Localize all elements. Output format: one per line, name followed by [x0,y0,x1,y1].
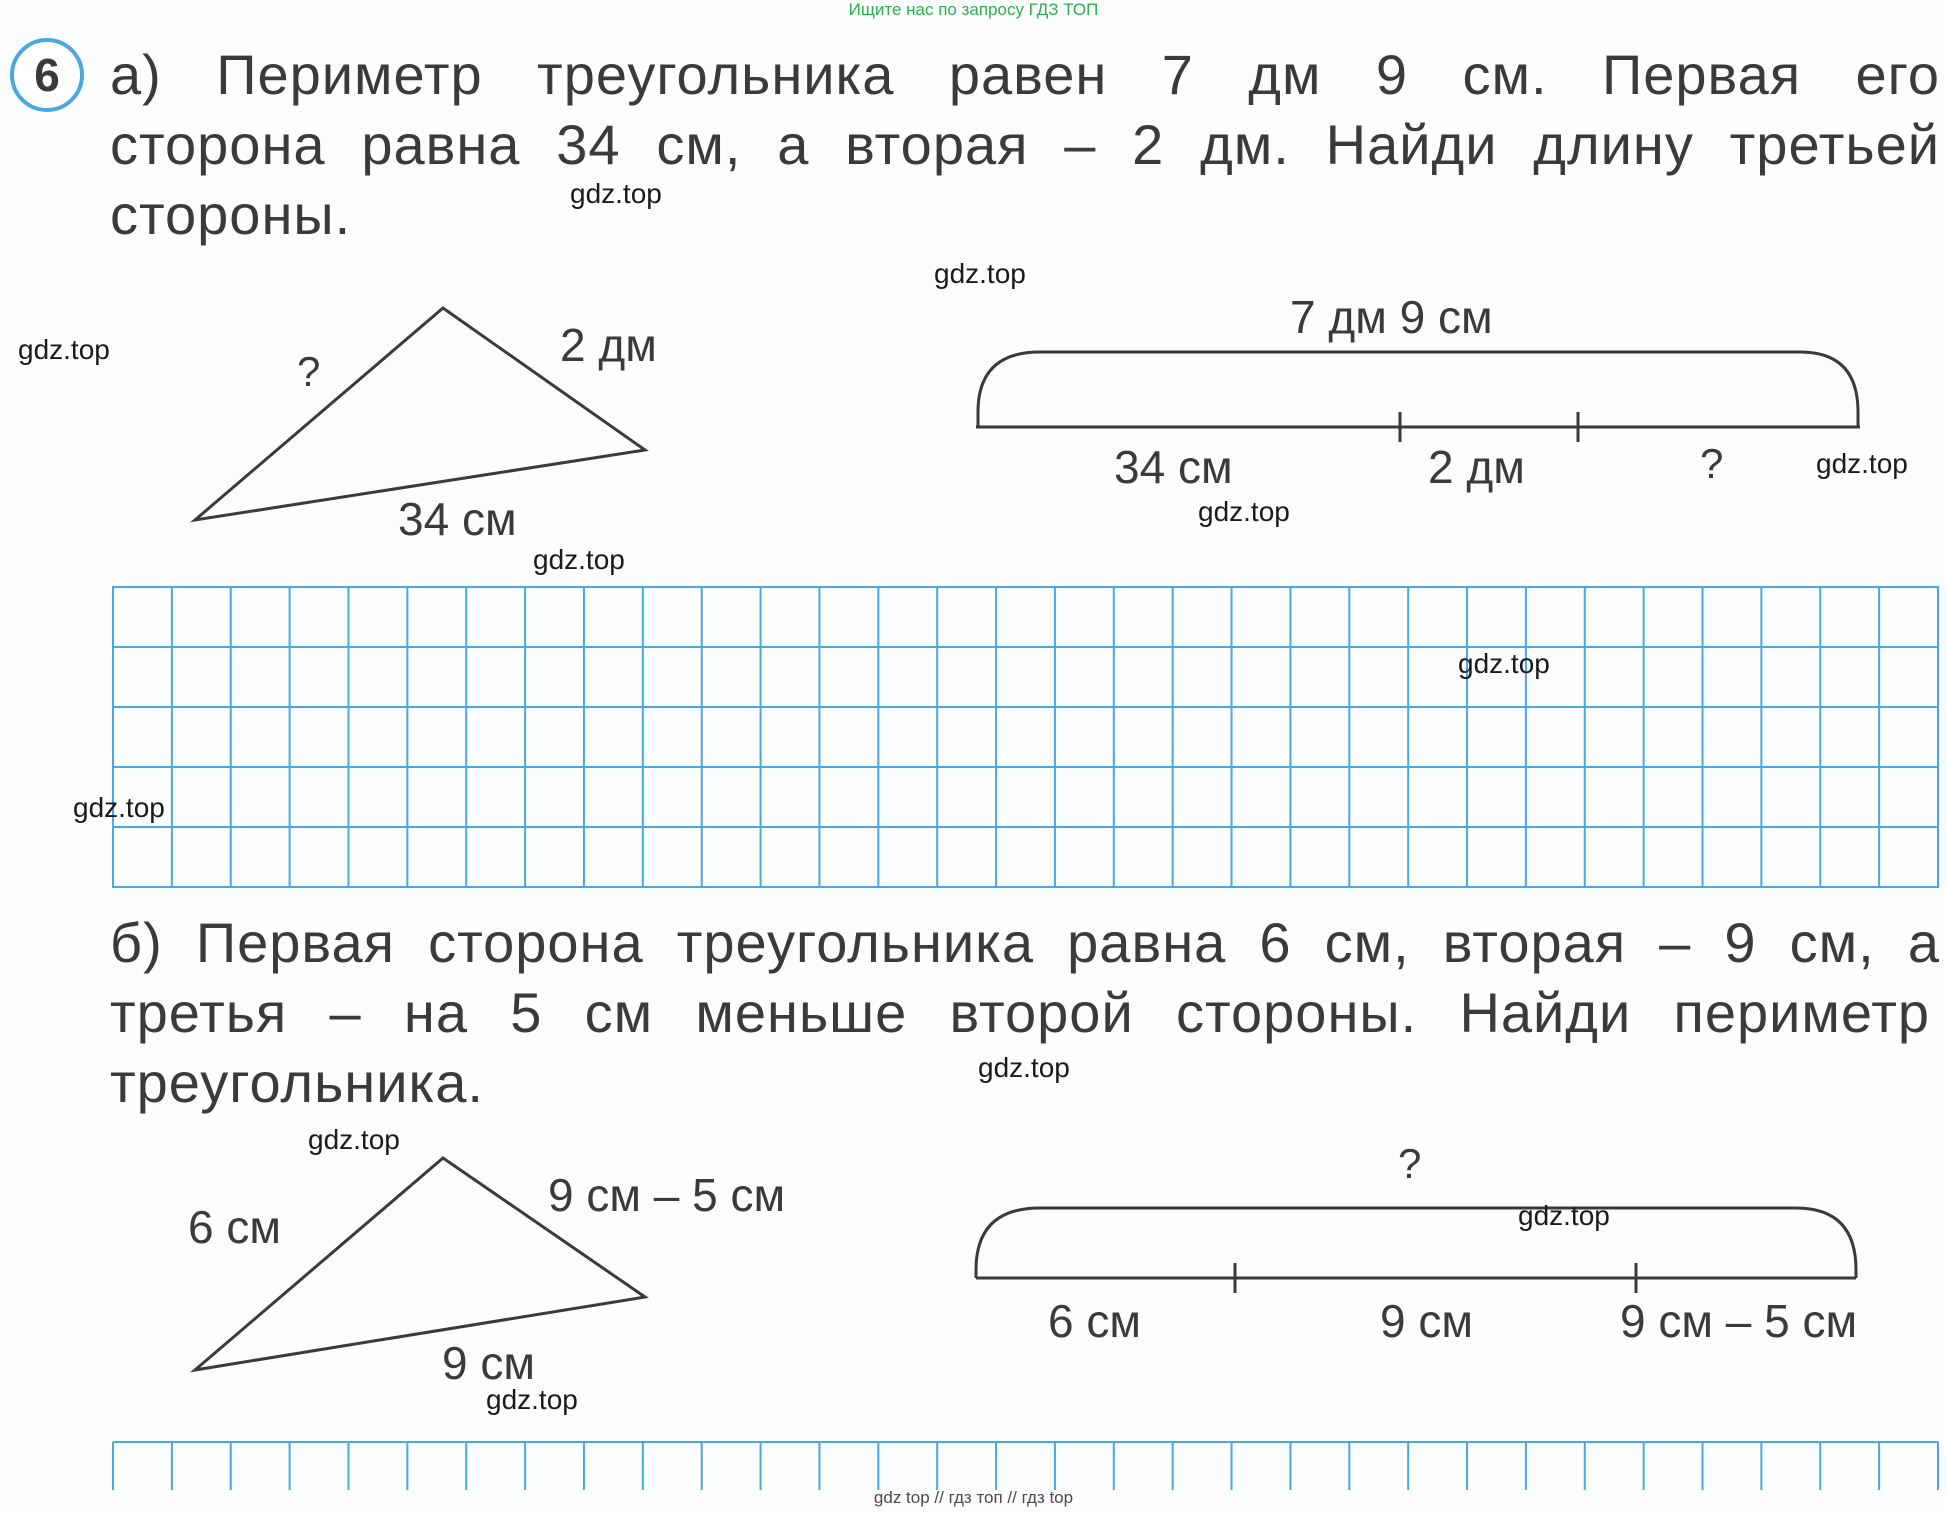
segment-b-total-label: ? [1398,1140,1422,1187]
watermark: gdz.top [978,1052,1070,1083]
watermark: gdz.top [533,544,625,575]
watermark: gdz.top [73,792,165,823]
triangle-b-bottom-label: 9 см [442,1337,535,1389]
watermark: gdz.top [308,1124,400,1155]
grid-a [113,587,1938,887]
part-b-line-2: третья – на 5 см меньше второй стороны. Найди периметр [110,981,1930,1044]
triangle-b-right-label: 9 см – 5 см [548,1169,786,1221]
segment-a-part-1-label: 34 см [1114,441,1233,493]
segment-b-part-3-label: 9 см – 5 см [1620,1295,1858,1347]
top-banner[interactable]: Ищите нас по запросу ГДЗ ТОП [848,0,1099,19]
watermark: gdz.top [1458,648,1550,679]
part-b-line-1: б) Первая сторона треугольника равна 6 см, вторая – 9 см, а [110,911,1940,974]
task-number-badge: 6 [10,38,84,112]
grid-b [113,1442,1938,1490]
segment-b [976,1208,1856,1293]
part-a-line-1: а) Периметр треугольника равен 7 дм 9 см. Первая его [110,43,1940,106]
triangle-a-right-label: 2 дм [560,319,657,371]
part-b-text [110,908,1940,1118]
watermark: gdz.top [570,178,662,209]
segment-a [976,352,1860,442]
watermark: gdz.top [486,1384,578,1415]
segment-b-part-1-label: 6 см [1048,1295,1141,1347]
triangle-b-left-label: 6 см [188,1201,281,1253]
part-b-line-3: треугольника. [110,1051,484,1114]
watermark: gdz.top [1198,496,1290,527]
watermark: gdz.top [18,334,110,365]
part-a-line-2: сторона равна 34 см, а вторая – 2 дм. Найди длину третьей [110,113,1940,176]
triangle-a-bottom-label: 34 см [398,493,517,545]
segment-b-part-2-label: 9 см [1380,1295,1473,1347]
watermark: gdz.top [1518,1200,1610,1231]
watermark: gdz.top [934,258,1026,289]
segment-a-total-label: 7 дм 9 см [1290,291,1493,343]
bottom-banner[interactable]: gdz top // гдз топ // гдз top [873,1488,1074,1507]
segment-a-part-3-label: ? [1700,440,1724,487]
segment-a-part-2-label: 2 дм [1428,441,1525,493]
watermark: gdz.top [1816,448,1908,479]
part-a-line-3: стороны. [110,183,352,246]
triangle-a-left-label: ? [297,348,321,395]
